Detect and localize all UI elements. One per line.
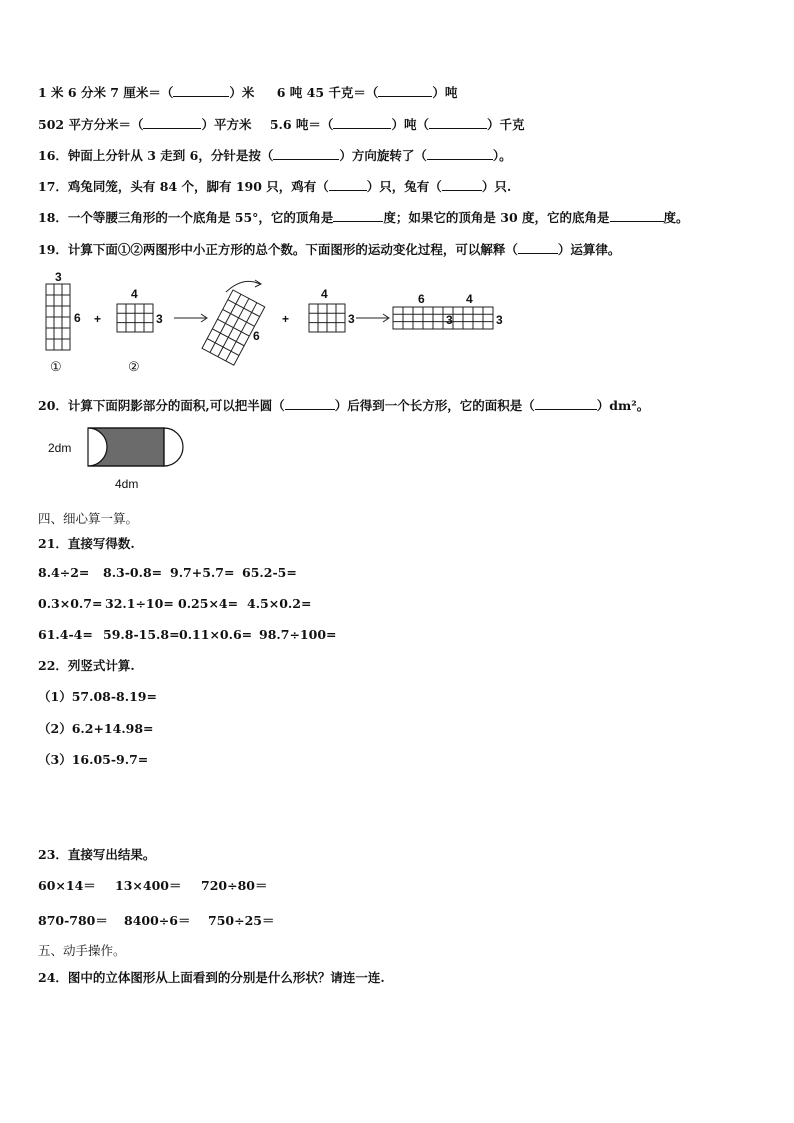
q21-row-1	[38, 565, 297, 580]
q23-item: 8400÷6＝	[124, 913, 191, 928]
q15-line1	[38, 83, 457, 101]
q21-item: 0.3×0.7=	[38, 596, 103, 611]
question-18	[38, 208, 689, 226]
q18-text-c: 度。	[663, 210, 689, 225]
q21-item: 98.7÷100=	[259, 627, 337, 642]
g1-top-label: 3	[55, 270, 62, 284]
q15-l2-a: 502 平方分米＝（	[38, 117, 144, 132]
height-label: 2dm	[48, 441, 72, 455]
question-20	[38, 396, 649, 414]
q16-text-b: ）方向旋转了（	[339, 148, 427, 163]
q23-item: 60×14＝	[38, 878, 96, 893]
q21-title-text: 21．直接写得数.	[38, 536, 135, 551]
answer-blank[interactable]	[429, 117, 487, 129]
section-5-heading	[38, 941, 126, 959]
grid-4	[393, 307, 493, 329]
q23-title	[38, 845, 155, 863]
answer-blank[interactable]	[378, 85, 432, 97]
q17-text-b: ）只，兔有（	[366, 179, 442, 194]
g3-side-label: 3	[348, 312, 355, 326]
q15-l2-d: ）吨（	[391, 117, 429, 132]
question-24	[38, 968, 385, 986]
semicircle-right	[164, 428, 183, 466]
q19-grid-figure	[38, 270, 508, 378]
section-4-heading	[38, 509, 138, 527]
question-17	[38, 177, 511, 195]
answer-blank[interactable]	[273, 148, 339, 160]
q15-line2	[38, 115, 524, 133]
g4-top-b: 4	[466, 292, 473, 306]
answer-blank[interactable]	[333, 210, 383, 222]
grid-2	[117, 304, 153, 332]
g2-side-label: 3	[156, 312, 163, 326]
q15-l1-a: 1 米 6 分米 7 厘米＝（	[38, 85, 174, 100]
q22-item-3	[38, 750, 148, 768]
figure-label-2: ②	[128, 359, 140, 374]
q22-title-text: 22．列竖式计算.	[38, 658, 135, 673]
q20-text-b: ）后得到一个长方形，它的面积是（	[334, 398, 535, 413]
q21-item: 0.25×4=	[178, 596, 239, 611]
q23-item: 720÷80＝	[201, 878, 268, 893]
q15-l1-b: ）米	[229, 85, 255, 100]
q23-row-1	[38, 876, 267, 894]
grid-3	[309, 304, 345, 332]
answer-blank[interactable]	[518, 242, 558, 254]
answer-blank[interactable]	[333, 117, 391, 129]
q15-l2-c: 5.6 吨＝（	[269, 117, 334, 132]
q23-title-text: 23．直接写出结果。	[38, 847, 156, 862]
q15-l1-d: ）吨	[432, 85, 458, 100]
q21-item: 8.3-0.8=	[103, 565, 163, 580]
rot-side-label: 6	[253, 329, 260, 343]
answer-blank[interactable]	[329, 179, 367, 191]
q17-text-c: ）只.	[481, 179, 512, 194]
q16-text-a: 16．钟面上分针从 3 走到 6，分针是按（	[38, 148, 274, 163]
answer-blank[interactable]	[442, 179, 482, 191]
answer-blank[interactable]	[143, 117, 201, 129]
q21-item: 0.11×0.6=	[179, 627, 253, 642]
g4-mid-label: 3	[446, 313, 453, 327]
plus-sign-2: +	[282, 312, 290, 326]
answer-blank[interactable]	[610, 210, 664, 222]
q15-l2-b: ）平方米	[201, 117, 252, 132]
q20-shaded-figure	[38, 420, 208, 496]
plus-sign: +	[94, 312, 102, 326]
q22-item-1	[38, 687, 157, 705]
question-16	[38, 146, 512, 164]
g3-top-label: 4	[321, 287, 328, 301]
q19-text-a: 19．计算下面①②两图形中小正方形的总个数。下面图形的运动变化过程，可以解释（	[38, 242, 518, 257]
q22-item-3-text: （3）16.05-9.7=	[38, 752, 149, 767]
g4-top-a: 6	[418, 292, 425, 306]
q23-item: 750÷25＝	[208, 913, 275, 928]
q21-title	[38, 534, 135, 552]
g2-top-label: 4	[131, 287, 138, 301]
question-19	[38, 240, 620, 258]
q20-text-a: 20．计算下面阴影部分的面积,可以把半圆（	[38, 398, 285, 413]
q18-text-a: 18．一个等腰三角形的一个底角是 55°，它的顶角是	[38, 210, 334, 225]
figure-label-1: ①	[50, 359, 62, 374]
q21-item: 9.7+5.7=	[170, 565, 235, 580]
width-label: 4dm	[115, 477, 139, 491]
grid-1	[46, 284, 70, 350]
q23-item: 13×400＝	[115, 878, 182, 893]
q21-row-3	[38, 627, 336, 642]
q21-row-2	[38, 596, 311, 611]
q21-item: 8.4÷2=	[38, 565, 90, 580]
q24-text: 24．图中的立体图形从上面看到的分别是什么形状？请连一连.	[38, 970, 385, 985]
q21-item: 65.2-5=	[242, 565, 297, 580]
q21-item: 4.5×0.2=	[247, 596, 312, 611]
q22-item-2-text: （2）6.2+14.98=	[38, 721, 154, 736]
q15-l1-c: 6 吨 45 千克＝（	[276, 85, 379, 100]
g1-side-label: 6	[74, 311, 81, 325]
q23-row-2	[38, 911, 274, 929]
answer-blank[interactable]	[173, 85, 229, 97]
rotated-grid	[202, 290, 265, 365]
q16-text-c: ）。	[492, 148, 512, 163]
q21-item: 59.8-15.8=	[103, 627, 180, 642]
shaded-region	[88, 428, 164, 466]
q15-l2-e: ）千克	[486, 117, 525, 132]
sec4-text: 四、细心算一算。	[38, 511, 139, 526]
q17-text-a: 17．鸡兔同笼，头有 84 个，脚有 190 只，鸡有（	[38, 179, 329, 194]
q20-text-c: ）dm²。	[596, 398, 650, 413]
q22-title	[38, 656, 135, 674]
sec5-text: 五、动手操作。	[38, 943, 126, 958]
q18-text-b: 度；如果它的顶角是 30 度，它的底角是	[383, 210, 610, 225]
g4-side-label: 3	[496, 313, 503, 327]
q22-item-2	[38, 719, 154, 737]
answer-blank[interactable]	[285, 398, 335, 410]
q21-item: 32.1÷10=	[105, 596, 174, 611]
q22-item-1-text: （1）57.08-8.19=	[38, 689, 157, 704]
q21-item: 61.4-4=	[38, 627, 93, 642]
answer-blank[interactable]	[427, 148, 493, 160]
answer-blank[interactable]	[535, 398, 597, 410]
q23-item: 870-780＝	[38, 913, 108, 928]
q19-text-b: ）运算律。	[557, 242, 621, 257]
